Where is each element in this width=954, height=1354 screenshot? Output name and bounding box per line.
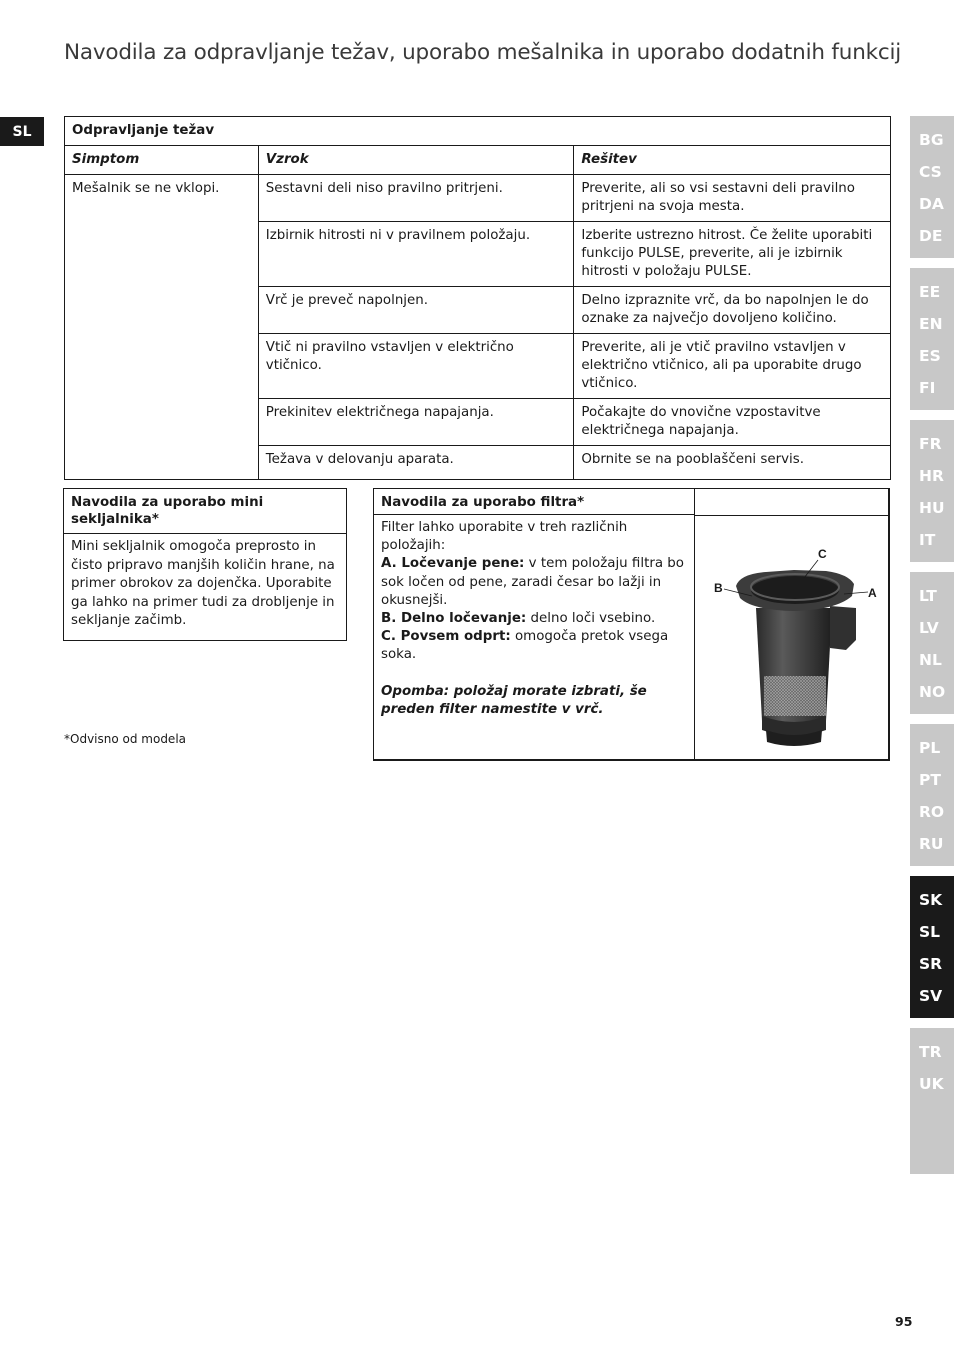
filter-intro: Filter lahko uporabite v treh različnih položajih: [381, 520, 628, 554]
filter-item-label: B. Delno ločevanje: [381, 611, 527, 627]
filter-body [374, 515, 695, 759]
language-code[interactable]: FR [919, 435, 942, 453]
language-sidebar [910, 116, 954, 1184]
filter-title: Navodila za uporabo filtra* [374, 489, 695, 515]
column-header-solution: Rešitev [574, 146, 891, 175]
filter-item-c [381, 628, 687, 664]
filter-item-label: A. Ločevanje pene: [381, 556, 525, 572]
solution-cell: Preverite, ali je vtič pravilno vstavljen v električno vtičnico, ali pa uporabite drugo vtičnico. [574, 334, 891, 399]
language-code[interactable]: CS [919, 163, 942, 181]
language-code[interactable]: SK [919, 891, 943, 909]
language-code[interactable]: DE [919, 227, 943, 245]
language-code[interactable]: IT [919, 531, 936, 549]
troubleshooting-table [64, 116, 891, 480]
filter-mesh [764, 676, 826, 716]
cause-cell: Izbirnik hitrosti ni v pravilnem položaju. [258, 222, 574, 287]
language-code[interactable]: EE [919, 283, 941, 301]
filter-item-b [381, 610, 687, 628]
page-title: Navodila za odpravljanje težav, uporabo mešalnika in uporabo dodatnih funkcij [64, 40, 902, 65]
language-code[interactable]: HU [919, 499, 945, 517]
language-code[interactable]: PL [919, 739, 941, 757]
table-row [65, 175, 891, 222]
language-code-current[interactable]: SL [919, 923, 941, 941]
filter-item-text: v tem položaju filtra bo sok ločen od pene, zaradi česar bo lažji in okusnejši. [381, 556, 684, 608]
language-group-active [910, 876, 954, 1018]
language-group [910, 420, 954, 562]
filter-side-tab [830, 606, 856, 650]
language-code[interactable]: TR [919, 1043, 942, 1061]
solution-cell: Obrnite se na pooblaščeni servis. [574, 446, 891, 480]
footnote: *Odvisno od modela [64, 732, 187, 746]
cause-cell: Vrč je preveč napolnjen. [258, 287, 574, 334]
language-code[interactable]: LV [919, 619, 939, 637]
solution-cell: Preverite, ali so vsi sestavni deli pravilno pritrjeni na svoja mesta. [574, 175, 891, 222]
language-group [910, 116, 954, 258]
solution-cell: Počakajte do vnovične vzpostavitve električnega napajanja. [574, 399, 891, 446]
filter-item-text: delno loči vsebino. [526, 611, 656, 627]
cause-cell: Sestavni deli niso pravilno pritrjeni. [258, 175, 574, 222]
language-code[interactable]: FI [919, 379, 936, 397]
solution-cell: Izberite ustrezno hitrost. Če želite uporabiti funkcijo PULSE, preverite, ali je izbirnik hitrosti v položaju PULSE. [574, 222, 891, 287]
column-header-symptom: Simptom [65, 146, 259, 175]
language-code[interactable]: NL [919, 651, 942, 669]
language-code[interactable]: DA [919, 195, 944, 213]
language-group [910, 724, 954, 866]
language-code[interactable]: EN [919, 315, 943, 333]
cause-cell: Prekinitev električnega napajanja. [258, 399, 574, 446]
language-code[interactable]: HR [919, 467, 944, 485]
callout-label-a: A [868, 586, 877, 600]
language-group [910, 572, 954, 714]
filter-item-a [381, 555, 687, 610]
language-code[interactable]: RU [919, 835, 944, 853]
language-code[interactable]: UK [919, 1075, 944, 1093]
mini-chopper-title: Navodila za uporabo mini sekljalnika* [64, 489, 346, 534]
language-code[interactable]: LT [919, 587, 937, 605]
page-number: 95 [895, 1314, 913, 1329]
language-tag: SL [0, 117, 44, 146]
cause-cell: Vtič ni pravilno vstavljen v električno vtičnico. [258, 334, 574, 399]
language-code[interactable]: SV [919, 987, 943, 1005]
language-code[interactable]: SR [919, 955, 943, 973]
language-code[interactable]: ES [919, 347, 941, 365]
cause-cell: Težava v delovanju aparata. [258, 446, 574, 480]
language-group [910, 268, 954, 410]
filter-item-text: omogoča pretok vsega soka. [381, 629, 669, 663]
language-code[interactable]: BG [919, 131, 944, 149]
mini-chopper-box [63, 488, 347, 641]
mini-chopper-body: Mini sekljalnik omogoča preprosto in čisto pripravo manjših količin hrane, na primer obrokov za dojenčka. Uporabite ga lahko na primer tudi za drobljenje in sekljanje začimb. [71, 539, 335, 628]
filter-note: Opomba: položaj morate izbrati, še preden filter namestite v vrč. [381, 683, 647, 717]
language-group [910, 1028, 954, 1174]
solution-cell: Delno izpraznite vrč, da bo napolnjen le do oznake za največjo dovoljeno količino. [574, 287, 891, 334]
table-caption: Odpravljanje težav [65, 117, 891, 146]
filter-header-empty-cell [695, 489, 888, 516]
callout-label-b: B [714, 581, 723, 595]
language-code[interactable]: NO [919, 683, 946, 701]
language-code[interactable]: RO [919, 803, 945, 821]
column-header-cause: Vzrok [258, 146, 574, 175]
filter-item-label: C. Povsem odprt: [381, 629, 511, 645]
callout-label-c: C [818, 547, 827, 561]
symptom-cell: Mešalnik se ne vklopi. [65, 175, 259, 480]
filter-box [373, 488, 890, 761]
filter-illustration [696, 516, 888, 759]
language-code[interactable]: PT [919, 771, 941, 789]
